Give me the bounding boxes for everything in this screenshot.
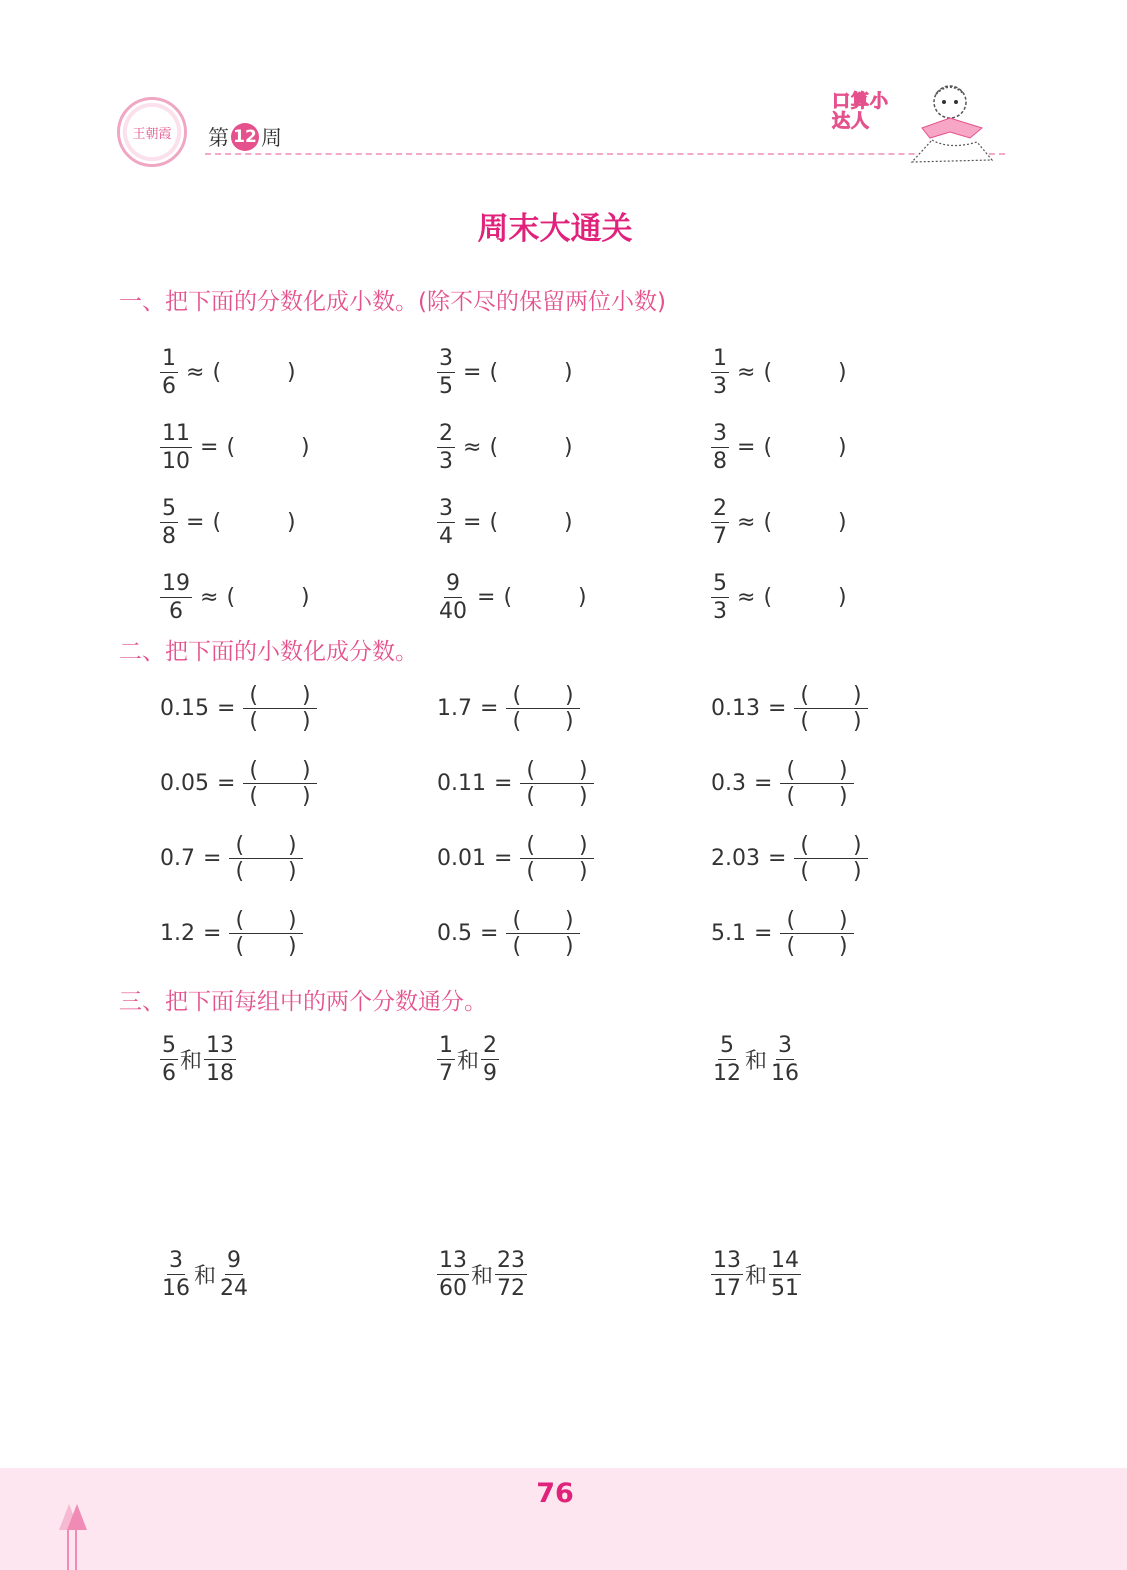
paren-close: ) [288,833,297,858]
fraction [437,570,469,625]
numerator: 1 [439,1033,453,1058]
paren-open: ( [489,360,499,385]
week-number-badge: 12 [231,123,259,151]
denominator: 3 [439,449,453,474]
blank-fraction [243,758,316,809]
operator: = [216,771,236,796]
numerator: 1 [713,346,727,371]
denominator-blank[interactable] [520,859,593,884]
numerator: 23 [497,1248,526,1273]
fraction [218,1247,250,1302]
connector-and: 和 [471,1264,494,1289]
fraction [160,420,192,475]
decimal-value: 0.5 [437,921,472,946]
operator: = [737,435,756,460]
paren-close: ) [838,585,847,610]
fraction [711,420,729,475]
denominator: 60 [439,1276,467,1301]
numerator-blank[interactable] [520,833,593,859]
paren-close: ) [839,758,848,783]
fraction [437,420,455,475]
paren-open: ( [503,585,513,610]
blank-fraction [243,683,316,734]
operator: = [493,846,513,871]
decimal-to-fraction-item [160,908,303,959]
paren-close: ) [565,934,574,959]
decimal-value: 5.1 [711,921,746,946]
fraction [437,345,455,400]
denominator: 4 [439,524,453,549]
denominator-blank[interactable] [506,934,579,959]
paren-open: ( [526,758,536,783]
decimal-value: 0.15 [160,696,209,721]
common-denominator-item [160,1247,250,1302]
numerator: 5 [713,571,727,596]
paren-close: ) [838,435,847,460]
paren-close: ) [302,709,311,734]
numerator: 9 [446,571,460,596]
paren-open: ( [512,934,522,959]
blank-fraction [794,683,867,734]
fraction [711,570,729,625]
decimal-value: 0.11 [437,771,486,796]
denominator: 7 [713,524,727,549]
paren-close: ) [839,784,848,809]
operator: = [767,696,787,721]
series-logo-text: 口算小达人 [832,91,889,132]
paren-close: ) [578,585,587,610]
paren-open: ( [235,908,245,933]
fraction [711,495,729,550]
numerator-blank[interactable] [229,833,302,859]
fraction-to-decimal-item [160,345,296,400]
blank-fraction [794,833,867,884]
mascot-icon [832,80,1002,170]
common-denominator-item [437,1247,527,1302]
numerator: 1 [162,346,176,371]
operator: = [463,360,482,385]
section-3-heading: 三、把下面每组中的两个分数通分。 [119,989,487,1015]
numerator-blank[interactable] [229,908,302,934]
fraction [160,570,192,625]
fraction [481,1032,499,1087]
paren-close: ) [287,360,296,385]
fraction-to-decimal-item [160,495,296,550]
paren-open: ( [249,784,259,809]
paren-close: ) [564,435,573,460]
decimal-value: 2.03 [711,846,760,871]
fraction [204,1032,236,1087]
decimal-to-fraction-item [711,908,854,959]
paren-open: ( [489,510,499,535]
decimal-to-fraction-item [160,758,317,809]
numerator: 9 [227,1248,242,1273]
denominator-blank[interactable] [229,859,302,884]
denominator-blank[interactable] [520,784,593,809]
decimal-value: 0.13 [711,696,760,721]
fraction [160,345,178,400]
denominator-blank[interactable] [794,859,867,884]
fraction-to-decimal-item [160,570,310,625]
arrow-decoration-icon [55,1500,89,1570]
denominator-blank[interactable] [506,709,579,734]
operator: = [767,846,787,871]
numerator-blank[interactable] [243,758,316,784]
denominator-blank[interactable] [243,709,316,734]
blank-fraction [506,908,579,959]
numerator: 3 [439,496,453,521]
denominator-blank[interactable] [780,784,853,809]
decimal-to-fraction-item [160,833,303,884]
numerator: 2 [439,421,453,446]
connector-and: 和 [457,1049,480,1074]
paren-close: ) [839,908,848,933]
paren-open: ( [786,908,796,933]
numerator-blank[interactable] [520,758,593,784]
paren-open: ( [212,510,222,535]
connector-and: 和 [180,1049,203,1074]
decimal-to-fraction-item [711,758,854,809]
numerator: 13 [206,1033,235,1058]
denominator-blank[interactable] [243,784,316,809]
fraction-to-decimal-item [437,495,573,550]
paren-close: ) [838,360,847,385]
paren-close: ) [579,859,588,884]
paren-close: ) [287,510,296,535]
decimal-value: 1.7 [437,696,472,721]
denominator: 16 [162,1276,190,1301]
paren-open: ( [235,934,245,959]
numerator: 19 [162,571,190,596]
operator: = [754,771,773,796]
operator: = [200,435,219,460]
numerator: 2 [483,1033,498,1058]
denominator: 6 [162,1061,176,1086]
decimal-value: 0.3 [711,771,746,796]
operator: = [203,921,222,946]
paren-close: ) [853,833,862,858]
fraction [711,345,729,400]
denominator: 3 [713,374,727,399]
operator: = [480,921,499,946]
numerator: 5 [162,496,176,521]
paren-open: ( [786,758,796,783]
numerator: 3 [713,421,727,446]
fraction [769,1032,801,1087]
numerator-blank[interactable] [780,758,853,784]
fraction-to-decimal-item [437,345,573,400]
denominator-blank[interactable] [794,709,867,734]
week-prefix: 第 [208,126,229,150]
numerator: 13 [713,1248,741,1273]
paren-open: ( [235,859,245,884]
decimal-to-fraction-item [437,908,580,959]
paren-open: ( [763,510,773,535]
operator: ≈ [737,360,756,385]
paren-close: ) [565,709,574,734]
decimal-value: 1.2 [160,921,195,946]
paren-open: ( [512,908,522,933]
paren-open: ( [786,784,796,809]
blank-fraction [780,908,853,959]
week-suffix: 周 [261,126,282,150]
connector-and: 和 [194,1264,217,1289]
denominator: 8 [713,449,727,474]
author-badge-logo [117,97,187,167]
fraction-to-decimal-item [711,345,847,400]
denominator: 24 [220,1276,249,1301]
paren-open: ( [763,585,773,610]
denominator-blank[interactable] [229,934,302,959]
paren-open: ( [489,435,499,460]
paren-close: ) [564,510,573,535]
paren-close: ) [288,859,297,884]
operator: = [754,921,773,946]
denominator: 3 [713,599,727,624]
operator: = [216,696,236,721]
fraction [769,1247,801,1302]
paren-open: ( [800,683,810,708]
numerator-blank[interactable] [794,833,867,859]
paren-open: ( [512,709,522,734]
connector-and: 和 [745,1049,768,1074]
paren-open: ( [800,859,810,884]
decimal-value: 0.05 [160,771,209,796]
fraction-to-decimal-item [711,495,847,550]
fraction [160,495,178,550]
denominator: 18 [206,1061,235,1086]
operator: = [463,510,482,535]
operator: = [186,510,205,535]
numerator: 3 [439,346,453,371]
connector-and: 和 [745,1264,768,1289]
paren-close: ) [839,934,848,959]
operator: = [480,696,499,721]
common-denominator-item [437,1032,499,1087]
section-2-heading: 二、把下面的小数化成分数。 [119,639,418,665]
numerator: 3 [778,1033,793,1058]
paren-close: ) [853,683,862,708]
numerator: 13 [439,1248,467,1273]
paren-open: ( [763,360,773,385]
operator: ≈ [737,585,756,610]
decimal-to-fraction-item [711,683,868,734]
numerator: 11 [162,421,190,446]
denominator: 8 [162,524,176,549]
paren-open: ( [212,360,222,385]
blank-fraction [229,908,302,959]
operator: ≈ [737,510,756,535]
blank-fraction [780,758,853,809]
paren-close: ) [565,908,574,933]
blank-fraction [520,758,593,809]
fraction-to-decimal-item [160,420,310,475]
denominator: 12 [713,1061,741,1086]
paren-close: ) [579,833,588,858]
paren-open: ( [226,435,236,460]
paren-open: ( [786,934,796,959]
paren-close: ) [288,934,297,959]
paren-close: ) [302,758,311,783]
paren-close: ) [853,859,862,884]
numerator: 5 [720,1033,734,1058]
numerator-blank[interactable] [506,683,579,709]
denominator: 16 [771,1061,800,1086]
paren-open: ( [763,435,773,460]
paren-close: ) [564,360,573,385]
paren-close: ) [565,683,574,708]
fraction [437,1247,469,1302]
paren-close: ) [579,758,588,783]
decimal-to-fraction-item [437,758,594,809]
paren-open: ( [512,683,522,708]
paren-open: ( [226,585,236,610]
denominator: 9 [483,1061,498,1086]
blank-fraction [506,683,579,734]
paren-open: ( [800,709,810,734]
numerator: 2 [713,496,727,521]
decimal-to-fraction-item [437,683,580,734]
paren-close: ) [853,709,862,734]
blank-fraction [520,833,593,884]
paren-open: ( [249,709,259,734]
paren-open: ( [526,833,536,858]
denominator: 10 [162,449,190,474]
fraction-to-decimal-item [711,420,847,475]
common-denominator-item [711,1247,801,1302]
week-title [208,122,282,152]
paren-close: ) [302,784,311,809]
numerator: 5 [162,1033,176,1058]
denominator: 51 [771,1276,800,1301]
page-number: 76 [536,1478,574,1509]
denominator: 72 [497,1276,526,1301]
decimal-to-fraction-item [711,833,868,884]
numerator: 14 [771,1248,800,1273]
paren-open: ( [526,784,536,809]
paren-open: ( [235,833,245,858]
fraction [437,495,455,550]
paren-close: ) [838,510,847,535]
paren-open: ( [800,833,810,858]
paren-close: ) [301,435,310,460]
fraction [160,1032,178,1087]
paren-close: ) [301,585,310,610]
paren-open: ( [249,758,259,783]
denominator: 7 [439,1061,453,1086]
paren-open: ( [526,859,536,884]
fraction [495,1247,527,1302]
section-1-heading: 一、把下面的分数化成小数。(除不尽的保留两位小数) [119,289,666,315]
decimal-value: 0.7 [160,846,195,871]
paren-open: ( [249,683,259,708]
denominator: 6 [162,374,176,399]
numerator: 3 [169,1248,183,1273]
fraction-to-decimal-item [437,570,587,625]
fraction [160,1247,192,1302]
page-title: 周末大通关 [477,211,633,247]
operator: = [493,771,513,796]
fraction [711,1032,743,1087]
operator: = [477,585,496,610]
numerator-blank[interactable] [780,908,853,934]
operator: ≈ [186,360,205,385]
common-denominator-item [711,1032,801,1087]
operator: ≈ [463,435,482,460]
fraction-to-decimal-item [437,420,573,475]
decimal-to-fraction-item [160,683,317,734]
series-logo [832,80,1002,170]
denominator: 40 [439,599,467,624]
badge-text: 王朝霞 [132,126,172,142]
common-denominator-item [160,1032,236,1087]
blank-fraction [229,833,302,884]
decimal-value: 0.01 [437,846,486,871]
decimal-to-fraction-item [437,833,594,884]
paren-close: ) [302,683,311,708]
numerator-blank[interactable] [506,908,579,934]
paren-close: ) [288,908,297,933]
fraction [437,1032,455,1087]
denominator-blank[interactable] [780,934,853,959]
fraction [711,1247,743,1302]
numerator-blank[interactable] [794,683,867,709]
operator: = [203,846,222,871]
numerator-blank[interactable] [243,683,316,709]
operator: ≈ [200,585,219,610]
denominator: 5 [439,374,453,399]
paren-close: ) [579,784,588,809]
denominator: 17 [713,1276,741,1301]
denominator: 6 [169,599,183,624]
fraction-to-decimal-item [711,570,847,625]
